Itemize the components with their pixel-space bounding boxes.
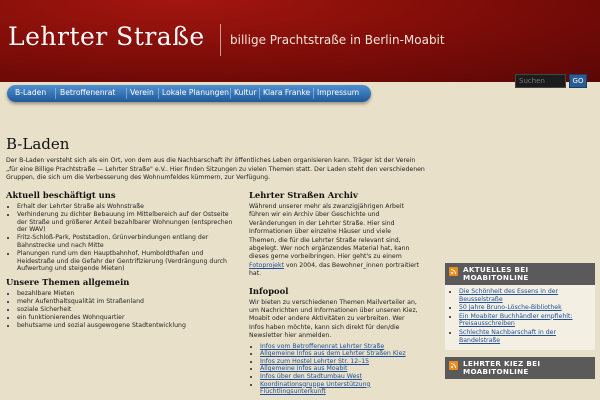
- site-title[interactable]: Lehrter Straße: [8, 22, 205, 51]
- infopool-link[interactable]: Infos vom Betroffenenrat Lehrter Straße: [260, 342, 385, 350]
- feed-widget-aktuelles: [445, 263, 595, 350]
- list-item: • ein funktionierendes Wohnquartier: [17, 314, 236, 322]
- left-column: [6, 190, 236, 330]
- widget-heading-text[interactable]: AKTUELLES BEI MOABITONLINE: [463, 265, 529, 282]
- list-item: • Verhinderung zu dichter Bebauung im Mittelbereich auf der Ostseite der Straße und größerer Anteil bezahlbarer Wohnungen (entsprechen der WAV): [17, 211, 236, 234]
- site-header: [0, 0, 600, 85]
- list-item: • Fritz-Schloß-Park, Poststadion, Grünverbindungen entlang der Bahnstrecke und nach Mitte: [17, 234, 236, 249]
- infopool-link[interactable]: Koordinationsgruppe Unterstützung Flüchtlingsunterkunft: [260, 380, 371, 396]
- section-heading-infopool: Infopool: [249, 285, 289, 296]
- nav-item-lokale-planungen[interactable]: Lokale Planungen: [162, 88, 229, 97]
- feed-link[interactable]: Die Schönheit des Essens in der Beusselstraße: [459, 288, 559, 303]
- nav-item-betroffenenrat[interactable]: Betroffenenrat: [60, 88, 116, 97]
- widget-heading: [445, 263, 595, 285]
- nav-separator: [126, 88, 127, 99]
- list-item: • soziale Sicherheit: [17, 306, 236, 314]
- foto-suffix: von 2004, das Bewohner_innen portraitiert hat.: [249, 261, 419, 278]
- list-item: • bezahlbare Mieten: [17, 290, 236, 298]
- main-nav: [7, 85, 371, 102]
- rss-icon[interactable]: [449, 361, 458, 370]
- infopool-link[interactable]: Infos über den Stadtumbau West: [260, 373, 362, 381]
- intro-text: Der B-Laden versteht sich als ein Ort, von dem aus die Nachbarschaft ihr öffentliches Leben organisieren kann. Träger ist der Verein „für eine Billige Prachtstraße — Lehrter Straße" e.V.. Hier finden Sitzungen zu vielen Themen statt. Der Laden steht den verschiedenen Gruppen, die sich um die Verbesserung des Wohnumfeldes kümmern, zur Verfügung.: [6, 157, 425, 182]
- nav-item-kultur[interactable]: Kultur: [234, 88, 257, 97]
- list-item: • behutsame und sozial ausgewogene Stadtentwicklung: [17, 322, 236, 330]
- rss-icon[interactable]: [449, 267, 458, 276]
- section-heading-themen: Unsere Themen allgemein: [6, 276, 130, 287]
- list-item: • Planungen rund um den Hauptbahnhof, Humboldthafen und Heidestraße und die Gefahr der Gentrifizierung (Verdrängung durch Aufwertung und steigende Mieten): [17, 250, 236, 273]
- nav-separator: [313, 88, 314, 99]
- feed-link[interactable]: Ein Moabiter Buchhändler empfiehlt: Preisausschreiben: [459, 312, 573, 328]
- aktuell-list: [6, 203, 236, 273]
- nav-item-verein[interactable]: Verein: [130, 88, 154, 97]
- search-input[interactable]: [515, 74, 566, 88]
- nav-separator: [230, 88, 231, 99]
- widget-heading-text[interactable]: LEHRTER KIEZ BEI MOABITONLINE: [463, 359, 541, 377]
- middle-column: [249, 190, 419, 396]
- list-item: • Erhalt der Lehrter Straße als Wohnstraße: [17, 203, 236, 211]
- widget-body: [445, 285, 595, 350]
- foto-prefix: Hier geht's zu einem: [337, 253, 402, 261]
- section-heading-aktuell: Aktuell beschäftigt uns: [6, 190, 116, 200]
- archiv-body: Während unserer mehr als zwanzigjährigen Arbeit führen wir ein Archiv über Geschichte und Veränderungen in der Lehrter Straße. Hier sind Informationen über einzelne Häuser und viele Themen, die für die Lehrter Straße relevant sind, abgelegt. Wer noch ergänzendes Material hat, kann dieses gerne vorbeibringen.: [249, 203, 410, 261]
- infopool-link[interactable]: Allgemeine Infos aus dem Lehrter Straßen Kiez: [260, 350, 406, 358]
- feed-widget-lehrter-kiez: [445, 357, 595, 379]
- themen-list: [6, 290, 236, 330]
- nav-separator: [158, 88, 159, 99]
- infopool-text: Wir bieten zu verschiedenen Themen Mailverteiler an, um Nachrichten und Informationen über unseren Kiez, Moabit oder andere Aktivitäten zu verbreiten. Wer Infos haben möchte, kann sich direkt für den/die Newsletter hier anmelden.: [249, 298, 418, 340]
- search-button[interactable]: GO: [569, 74, 587, 88]
- sidebar: [445, 263, 595, 379]
- section-heading-archiv: Lehrter Straßen Archiv: [249, 190, 358, 200]
- site-tagline: billige Prachtstraße in Berlin-Moabit: [230, 33, 445, 47]
- nav-item-klara-franke[interactable]: Klara Franke: [263, 88, 311, 97]
- feed-link[interactable]: Schlechte Nachbarschaft in der Bandelstraße: [459, 328, 556, 344]
- page-title: B-Laden: [6, 135, 70, 153]
- widget-heading: [445, 357, 595, 379]
- fotoprojekt-link[interactable]: Fotoprojekt: [249, 261, 284, 269]
- list-item: • mehr Aufenthaltsqualität im Straßenland: [17, 298, 236, 306]
- infopool-links: [249, 343, 419, 396]
- nav-separator: [55, 88, 56, 99]
- nav-item-b-laden[interactable]: B-Laden: [15, 88, 47, 97]
- feed-list: [449, 288, 591, 344]
- nav-separator: [259, 88, 260, 99]
- title-divider: [220, 24, 221, 56]
- feed-link[interactable]: 50 Jahre Bruno-Lösche-Bibliothek: [459, 304, 562, 312]
- infopool-link[interactable]: Allgemeine Infos aus Moabit: [260, 365, 348, 373]
- archiv-text: [249, 203, 419, 279]
- nav-item-impressum[interactable]: Impressum: [317, 88, 360, 97]
- infopool-link[interactable]: Infos zum Hostel Lehrter Str. 12–15: [260, 357, 370, 365]
